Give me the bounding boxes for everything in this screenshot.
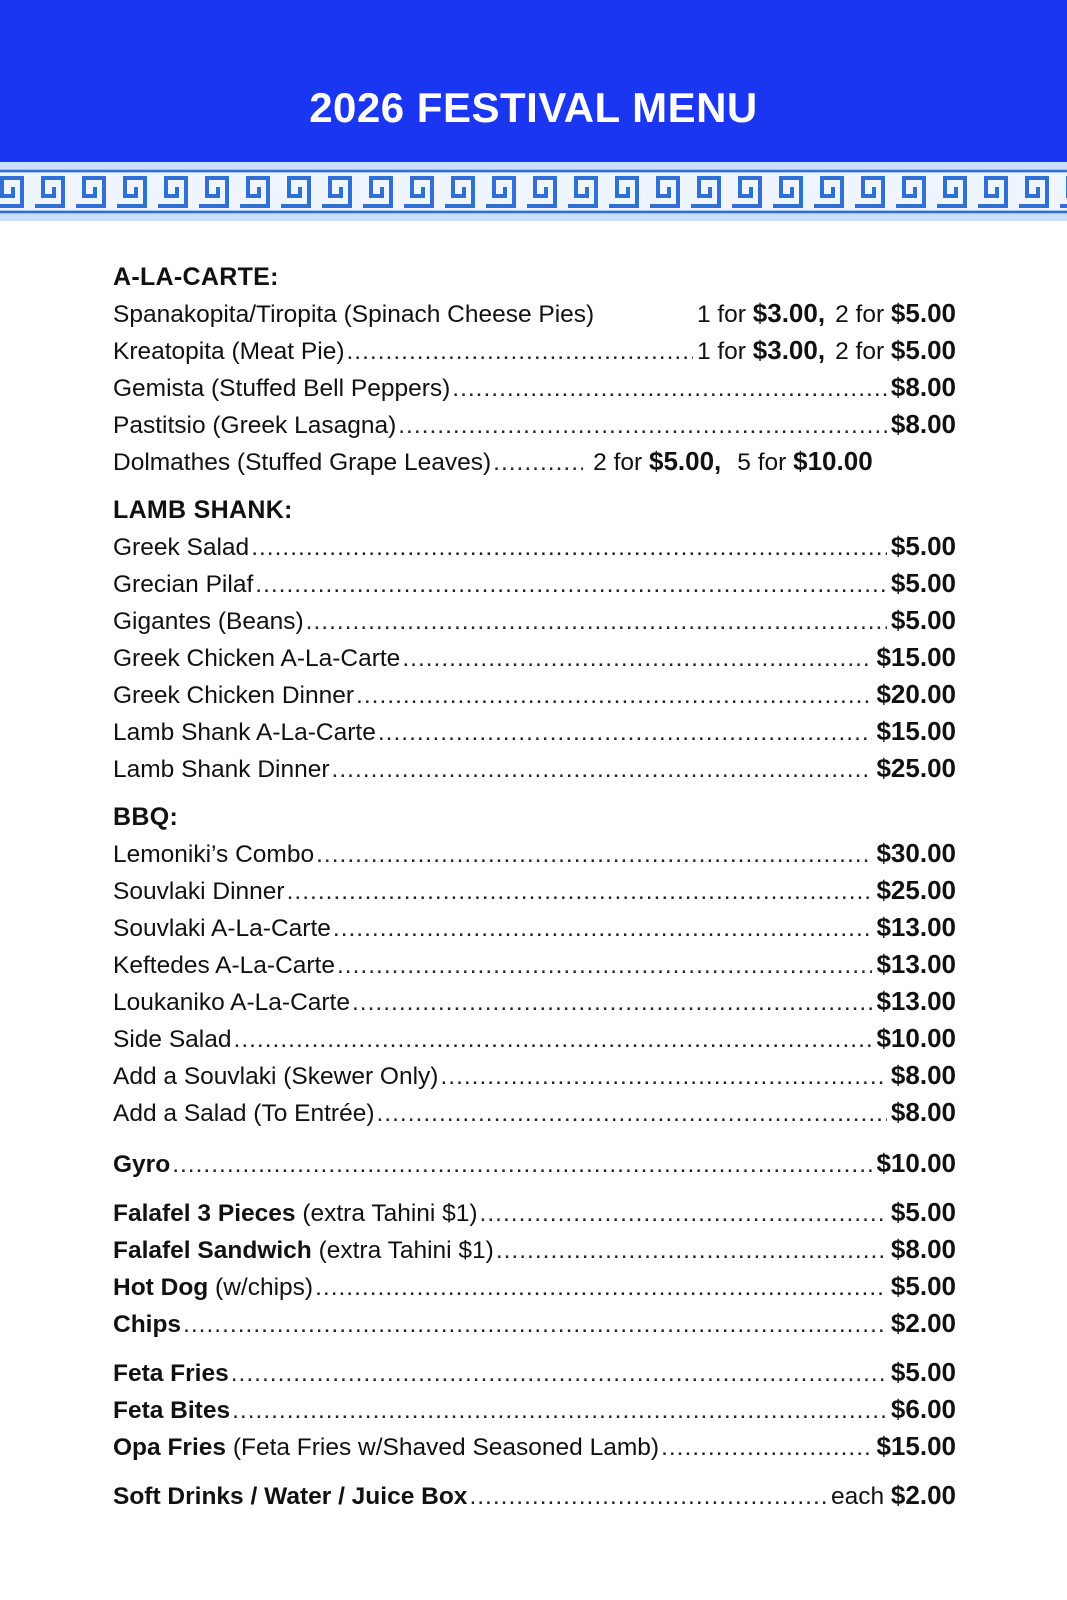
leader-dots — [234, 1021, 873, 1058]
price-value: $10.00 — [793, 446, 873, 476]
item-price — [697, 295, 956, 333]
item-name-bold: Gyro — [113, 1151, 171, 1178]
item-price: $25.00 — [876, 753, 956, 783]
leader-dots — [398, 407, 887, 444]
item-price: $30.00 — [876, 838, 956, 868]
item-name — [113, 1195, 478, 1232]
item-name — [113, 1146, 170, 1183]
item-name — [113, 1478, 467, 1515]
leader-dots — [172, 1146, 872, 1183]
leader-dots — [452, 370, 887, 407]
leader-dots — [661, 1429, 872, 1466]
leader-dots — [337, 947, 872, 984]
item-name — [113, 1392, 230, 1429]
leader-dots — [315, 1269, 887, 1306]
menu-item — [113, 602, 956, 639]
leader-dots — [232, 1392, 887, 1429]
menu-item — [113, 1268, 956, 1305]
item-note: (Feta Fries w/Shaved Seasoned Lamb) — [226, 1434, 660, 1461]
leader-dots — [440, 1058, 886, 1095]
item-price: $5.00 — [890, 605, 956, 635]
menu-item — [113, 406, 956, 443]
item-price: $2.00 — [890, 1308, 956, 1338]
leader-dots — [255, 566, 887, 603]
leader-dots — [402, 640, 872, 677]
item-name-bold: Soft Drinks / Water / Juice Box — [113, 1483, 468, 1510]
item-price: $25.00 — [876, 875, 956, 905]
price-prefix: 2 for — [835, 338, 891, 365]
item-price: $5.00 — [890, 568, 956, 598]
item-name: Add a Souvlaki (Skewer Only) — [113, 1063, 439, 1090]
menu-item — [113, 676, 956, 713]
menu-item — [113, 1305, 956, 1342]
menu-item — [113, 750, 956, 787]
leader-dots — [183, 1306, 887, 1343]
menu-item-gyro — [113, 1145, 956, 1182]
item-note: (w/chips) — [208, 1274, 314, 1301]
item-price: $8.00 — [890, 409, 956, 439]
item-price: $5.00 — [890, 531, 956, 561]
leader-dots — [378, 714, 873, 751]
menu-item — [113, 1094, 956, 1131]
item-price: $10.00 — [876, 1023, 956, 1053]
item-name: Greek Salad — [113, 534, 250, 561]
leader-dots — [231, 1355, 887, 1392]
item-price: $5.00 — [890, 1197, 956, 1227]
menu-header — [0, 0, 1067, 162]
menu-item — [113, 1354, 956, 1391]
menu-item — [113, 713, 956, 750]
menu-item — [113, 528, 956, 565]
leader-dots — [287, 873, 873, 910]
section-title-bbq: BBQ: — [113, 803, 179, 831]
item-name: Kreatopita (Meat Pie) — [113, 338, 345, 365]
menu-item — [113, 1194, 956, 1231]
menu-title: 2026 FESTIVAL MENU — [309, 84, 758, 131]
item-price: $8.00 — [890, 1234, 956, 1264]
item-name-bold: Opa Fries — [113, 1434, 227, 1461]
menu-item — [113, 295, 956, 332]
item-name-bold: Feta Fries — [113, 1360, 229, 1387]
leader-dots — [496, 1232, 887, 1269]
section-title-lamb-shank: LAMB SHANK: — [113, 496, 293, 524]
item-note: (extra Tahini $1) — [295, 1200, 478, 1227]
menu-item — [113, 1057, 956, 1094]
menu-item — [113, 835, 956, 872]
menu-item — [113, 1020, 956, 1057]
item-name: Gemista (Stuffed Bell Peppers) — [113, 375, 451, 402]
item-note: (extra Tahini $1) — [311, 1237, 494, 1264]
item-name — [113, 1429, 659, 1466]
item-name — [113, 1232, 494, 1269]
menu-item — [113, 565, 956, 602]
item-name-bold: Chips — [113, 1311, 182, 1338]
leader-dots — [316, 836, 872, 873]
menu-item — [113, 983, 956, 1020]
menu-item — [113, 1391, 956, 1428]
item-name: Greek Chicken A-La-Carte — [113, 645, 401, 672]
item-price: $5.00 — [890, 1271, 956, 1301]
item-price: $13.00 — [876, 986, 956, 1016]
item-price: $15.00 — [876, 642, 956, 672]
leader-dots — [251, 529, 887, 566]
price-value: $3.00, — [752, 298, 826, 328]
price-value: $5.00 — [890, 335, 956, 365]
leader-dots — [480, 1195, 887, 1232]
item-price: $8.00 — [890, 1097, 956, 1127]
menu-item — [113, 946, 956, 983]
leader-dots — [333, 910, 873, 947]
item-name: Souvlaki A-La-Carte — [113, 915, 331, 942]
leader-dots — [377, 1095, 887, 1132]
menu-item — [113, 1231, 956, 1268]
item-name: Pastitsio (Greek Lasagna) — [113, 412, 397, 439]
menu-item — [113, 1428, 956, 1465]
price-prefix: each — [830, 1483, 891, 1510]
item-name: Side Salad — [113, 1026, 232, 1053]
leader-dots — [347, 333, 693, 370]
leader-dots — [356, 677, 872, 714]
item-name-bold: Feta Bites — [113, 1397, 231, 1424]
item-name-bold: Hot Dog — [113, 1274, 209, 1301]
menu-item — [113, 639, 956, 676]
item-price: $15.00 — [876, 716, 956, 746]
menu-item — [113, 443, 956, 480]
price-value: $3.00, — [752, 335, 826, 365]
item-name: Spanakopita/Tiropita (Spinach Cheese Pies) — [113, 301, 595, 328]
leader-dots — [332, 751, 873, 788]
item-price: $13.00 — [876, 949, 956, 979]
price-prefix: 2 for — [593, 449, 649, 476]
menu-item — [113, 332, 956, 369]
menu-list — [113, 259, 956, 1514]
item-price: $15.00 — [876, 1431, 956, 1461]
item-name: Lamb Shank Dinner — [113, 756, 330, 783]
item-name: Dolmathes (Stuffed Grape Leaves) — [113, 449, 492, 476]
menu-item — [113, 369, 956, 406]
leader-dots — [493, 444, 583, 481]
section-title-alacarte: A-LA-CARTE: — [113, 263, 279, 291]
item-price — [831, 1477, 956, 1515]
price-value: $2.00 — [890, 1480, 956, 1510]
item-name-bold: Falafel 3 Pieces — [113, 1200, 296, 1227]
item-price: $8.00 — [890, 1060, 956, 1090]
greek-key-border — [0, 162, 1067, 221]
item-name-bold: Falafel Sandwich — [113, 1237, 312, 1264]
price-value: $5.00, — [648, 446, 722, 476]
item-name: Loukaniko A-La-Carte — [113, 989, 350, 1016]
item-price — [593, 443, 873, 481]
item-name — [113, 1306, 181, 1343]
greek-key-pattern — [0, 162, 1067, 221]
price-prefix: 2 for — [835, 301, 891, 328]
item-name: Grecian Pilaf — [113, 571, 254, 598]
item-price: $5.00 — [890, 1357, 956, 1387]
menu-item — [113, 909, 956, 946]
menu-item — [113, 872, 956, 909]
item-name: Greek Chicken Dinner — [113, 682, 355, 709]
leader-dots — [469, 1478, 827, 1515]
item-name: Add a Salad (To Entrée) — [113, 1100, 375, 1127]
item-name: Lemoniki’s Combo — [113, 841, 315, 868]
item-name: Gigantes (Beans) — [113, 608, 304, 635]
price-prefix: 1 for — [696, 338, 753, 365]
item-price: $13.00 — [876, 912, 956, 942]
leader-dots — [352, 984, 872, 1021]
item-price: $8.00 — [890, 372, 956, 402]
menu-item-drinks — [113, 1477, 956, 1514]
price-value: $5.00 — [890, 298, 956, 328]
item-name — [113, 1269, 313, 1306]
item-name — [113, 1355, 229, 1392]
item-name: Keftedes A-La-Carte — [113, 952, 335, 979]
price-prefix: 1 for — [696, 301, 753, 328]
leader-dots — [306, 603, 887, 640]
item-price: $6.00 — [890, 1394, 956, 1424]
price-prefix: 5 for — [737, 449, 794, 476]
item-name: Souvlaki Dinner — [113, 878, 285, 905]
item-price: $10.00 — [876, 1148, 956, 1178]
item-price: $20.00 — [876, 679, 956, 709]
item-price — [697, 332, 956, 370]
item-name: Lamb Shank A-La-Carte — [113, 719, 376, 746]
